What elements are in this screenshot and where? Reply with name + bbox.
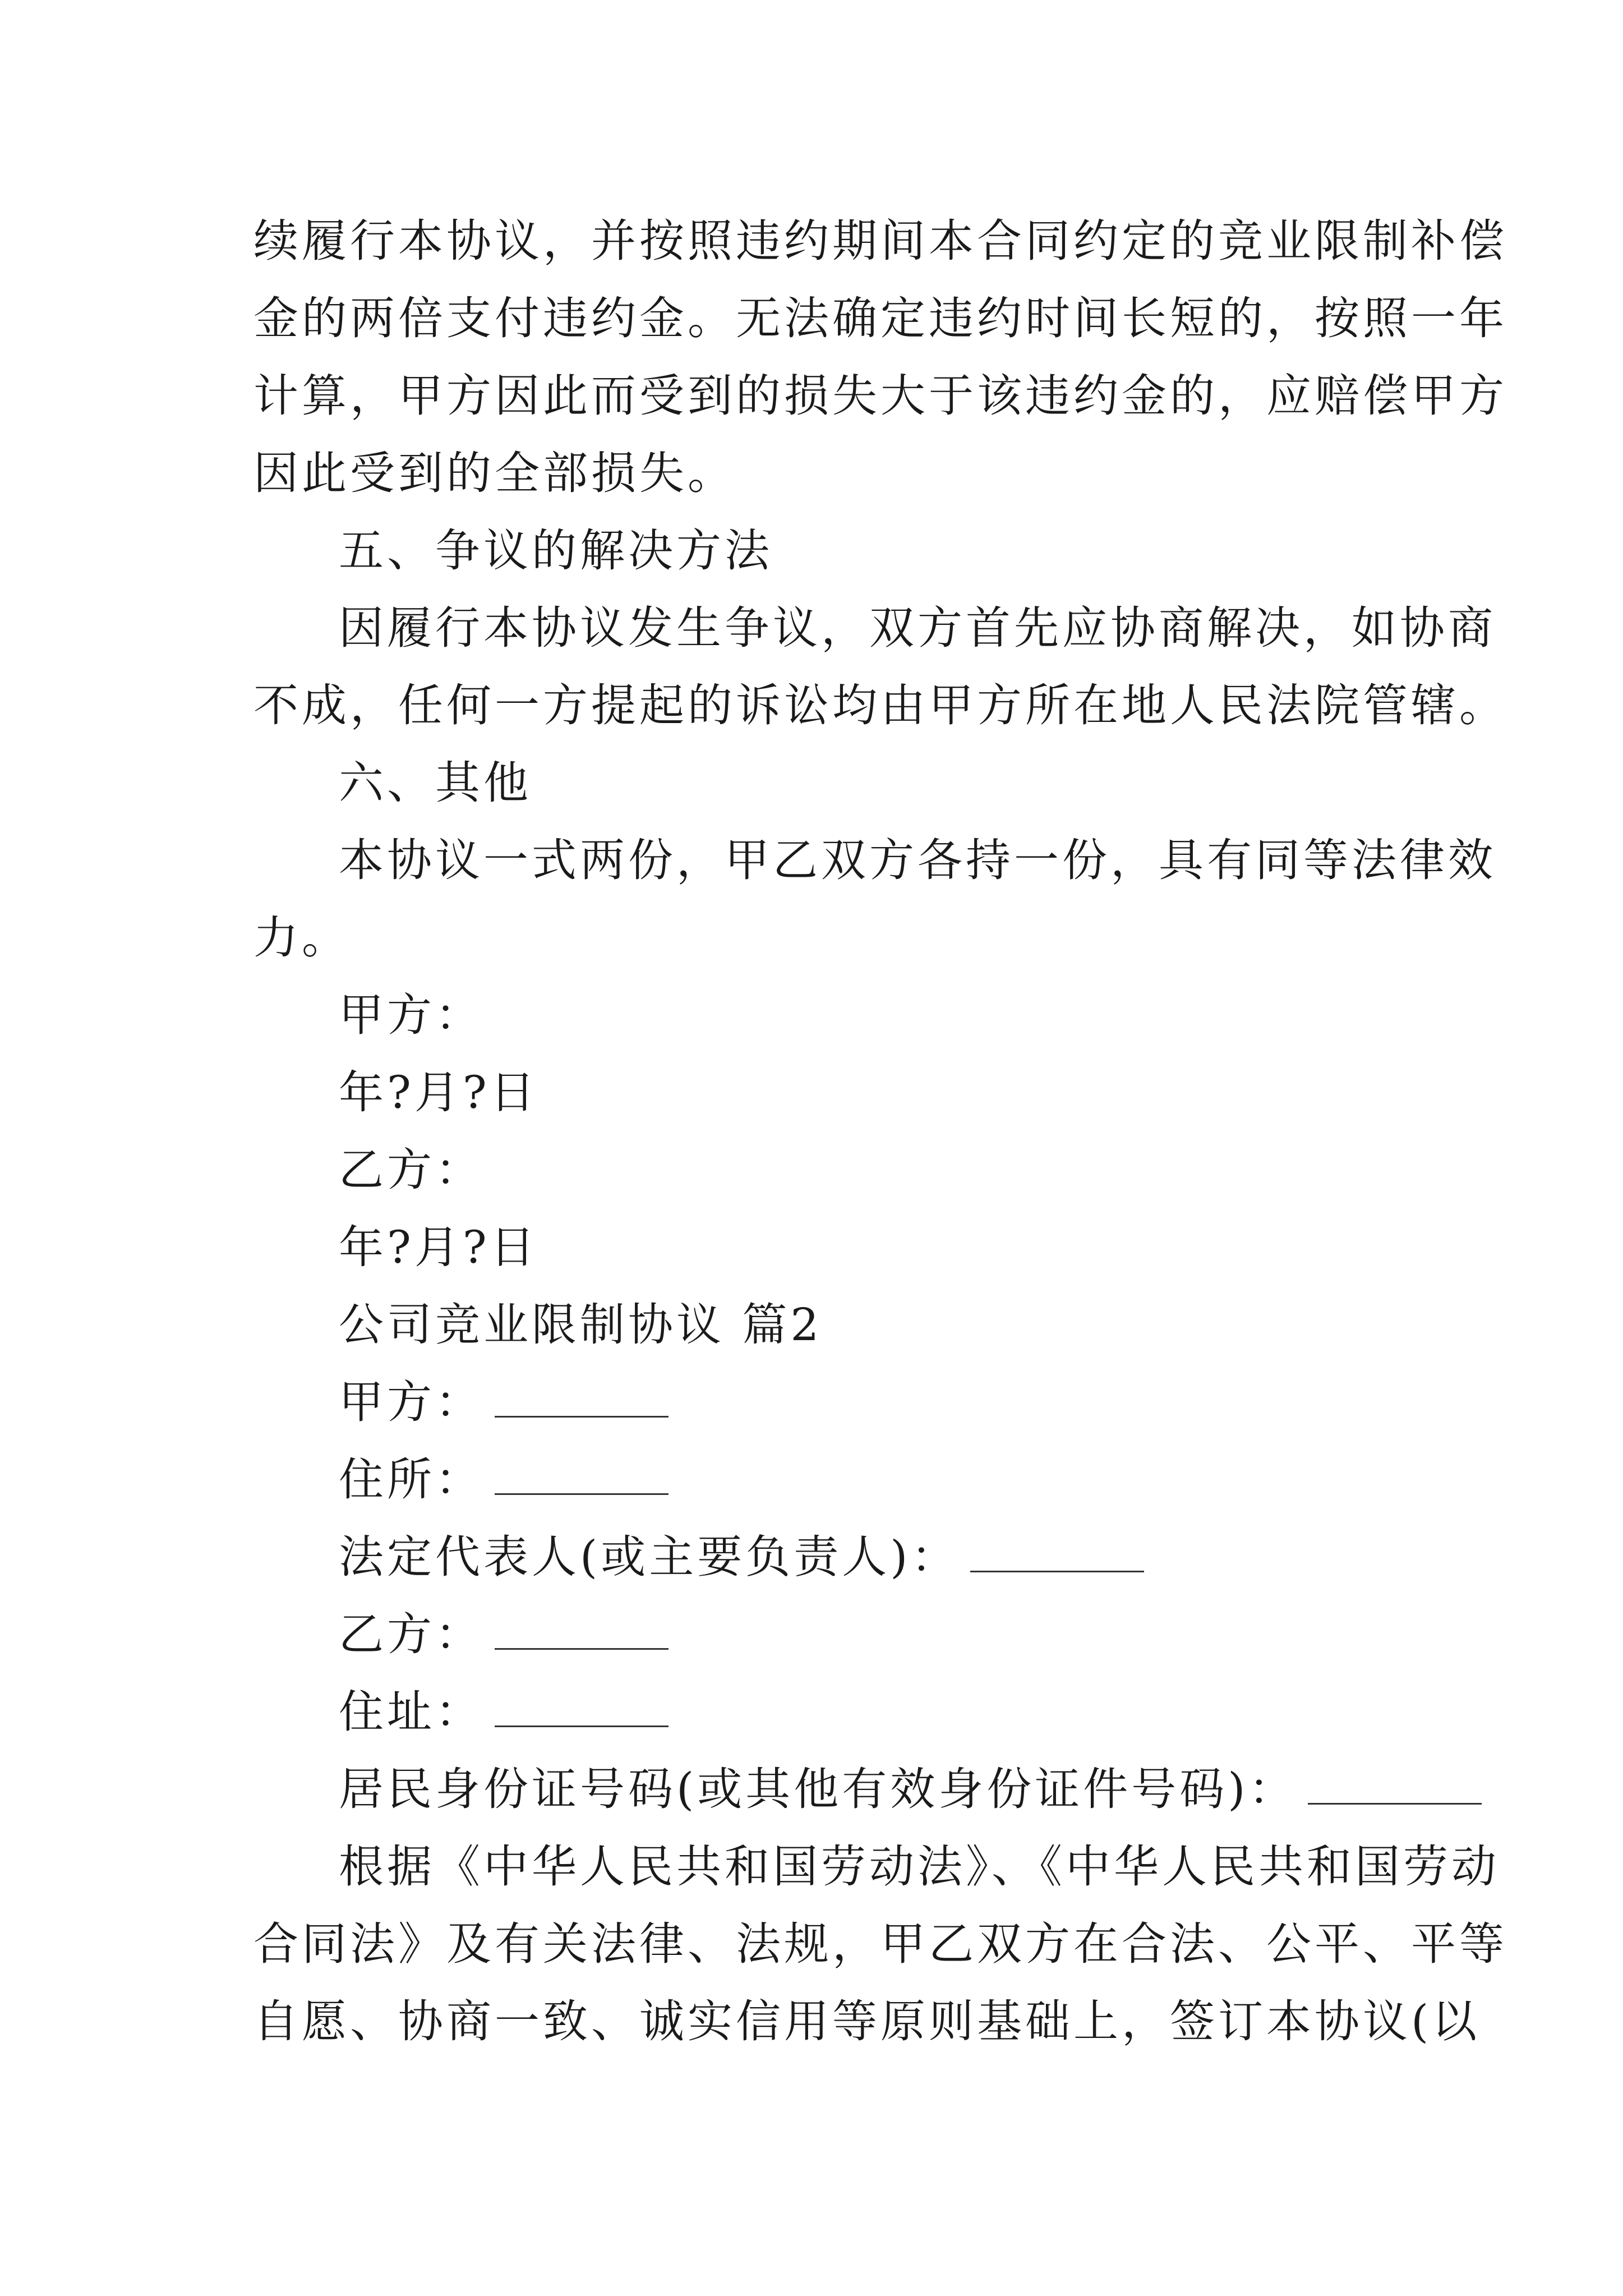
fill-blank (495, 1493, 668, 1495)
paragraph-line: 不成，任何一方提起的诉讼均由甲方所在地人民法院管辖。 (253, 679, 1507, 731)
fill-blank (495, 1648, 668, 1650)
paragraph-line: 根据《中华人民共和国劳动法》、《中华人民共和国劳动 (339, 1841, 1500, 1893)
paragraph-line: 自愿、协商一致、诚实信用等原则基础上，签订本协议(以 (253, 1995, 1481, 2047)
field-residence (339, 1452, 1472, 1508)
field-address (339, 1684, 1472, 1740)
field-id-number (339, 1761, 1472, 1818)
field-legal-representative (339, 1529, 1472, 1585)
section-heading: 五、争议的解决方法 (339, 524, 773, 577)
section-heading: 六、其他 (339, 757, 532, 809)
field-label: 住所： (339, 1453, 483, 1506)
fill-blank (495, 1416, 668, 1418)
paragraph-line: 合同法》及有关法律、法规，甲乙双方在合法、公平、平等 (253, 1918, 1507, 1970)
paragraph-line: 计算，甲方因此而受到的损失大于该违约金的，应赔偿甲方 (253, 370, 1507, 422)
fill-blank (1308, 1803, 1482, 1805)
signature-date-b: 年?月?日 (339, 1221, 538, 1273)
document-title: 公司竞业限制协议 篇2 (339, 1299, 823, 1351)
paragraph-line: 因履行本协议发生争议，双方首先应协商解决，如协商 (339, 602, 1496, 654)
field-label: 甲方： (339, 1376, 483, 1428)
fill-blank (495, 1726, 668, 1727)
signature-date-a: 年?月?日 (339, 1066, 538, 1119)
paragraph-line: 金的两倍支付违约金。无法确定违约时间长短的，按照一年 (253, 292, 1507, 344)
paragraph-line: 因此受到的全部损失。 (253, 447, 736, 499)
field-label: 乙方： (339, 1608, 483, 1660)
field-label: 住址： (339, 1686, 483, 1738)
paragraph-line: 力。 (253, 912, 350, 964)
field-label: 居民身份证号码(或其他有效身份证件号码)： (339, 1763, 1297, 1815)
paragraph-line: 续履行本协议，并按照违约期间本合同约定的竞业限制补偿 (253, 215, 1507, 267)
signature-party-b: 乙方： (339, 1144, 483, 1196)
field-party-a (339, 1374, 1472, 1430)
signature-party-a: 甲方： (339, 989, 483, 1041)
field-party-b (339, 1607, 1472, 1663)
fill-blank (970, 1571, 1144, 1572)
field-label: 法定代表人(或主要负责人)： (339, 1531, 960, 1583)
paragraph-line: 本协议一式两份，甲乙双方各持一份，具有同等法律效 (339, 834, 1496, 886)
